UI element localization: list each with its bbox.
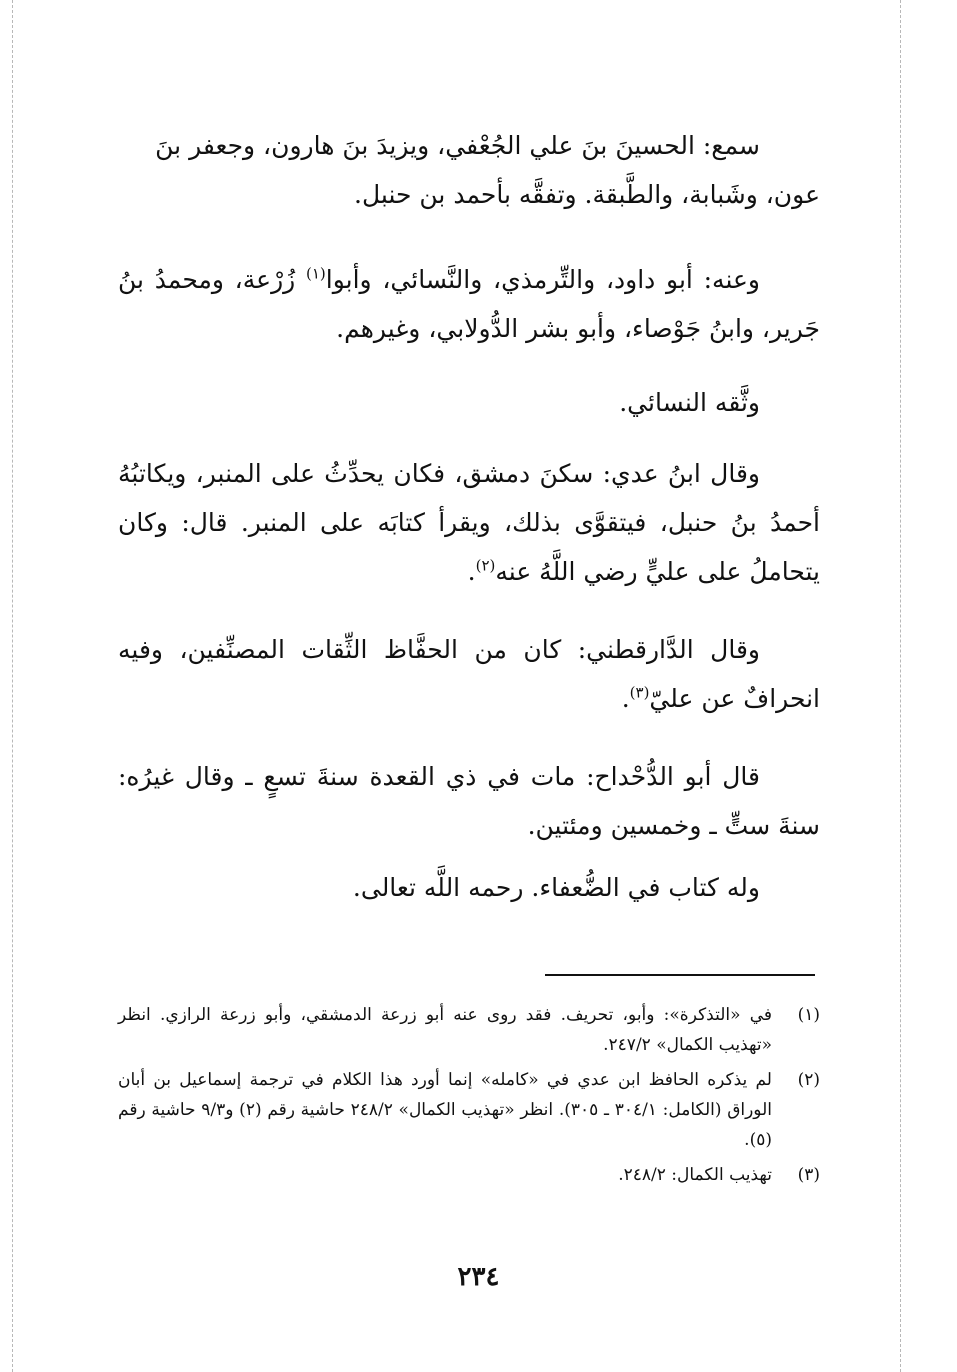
paragraph-text: زُرْعة، ومحمدُ بنُ جَرير، وابنُ جَوْصاء، وأبو بشر الدُّولابي، وغيرهم. (118, 265, 820, 343)
paragraph-book (118, 863, 820, 912)
footnote-separator (545, 974, 815, 976)
paragraph-text: وقال ابنُ عدي: سكنَ دمشق، فكان يحدِّثُ على المنبر، ويكاتبُهُ أحمدُ بنُ حنبل، فيتقوَّى بذلك، ويقرأ كتابَه على المنبر. قال: وكان يتحاملُ على عليٍّ رضي اللَّهُ عنه (118, 459, 820, 586)
paragraph-text: وعنه: أبو داود، والتِّرمذي، والنَّسائي، وأبوا (325, 265, 760, 294)
footnote-item (118, 1065, 820, 1155)
paragraph-text: وقال الدَّارقطني: كان من الحفَّاظ الثِّقات المصنِّفين، وفيه انحرافٌ عن عليّ (118, 635, 820, 713)
page-number: ٢٣٤ (457, 1262, 500, 1292)
scan-margin-line-left (12, 0, 13, 1372)
footnote-number: (١) (797, 1005, 820, 1025)
footnote-ref-2: (٢) (475, 556, 496, 575)
paragraph-text: . (467, 557, 476, 586)
footnotes (118, 1000, 820, 1195)
footnote-text: لم يذكره الحافظ ابن عدي في «كامله» إنما أورد هذا الكلام في ترجمة إسماعيل بن أبان الوراق (الكامل: ٣٠٤/١ ـ ٣٠٥). انظر «تهذيب الكمال» ٢٤٨/٢ حاشية رقم (٢) و٩/٣ حاشية رقم (٥). (118, 1070, 772, 1150)
paragraph-ibn-adi (118, 449, 820, 596)
footnote-item (118, 1000, 820, 1060)
paragraph-text: قال أبو الدُّحْداح: مات في ذي القعدة سنةَ تسعٍ ـ وقال غيرُه: سنةَ ستٍّ ـ وخمسين ومئتين. (118, 762, 820, 840)
footnote-number: (٢) (797, 1070, 820, 1090)
footnote-ref-3: (٣) (629, 683, 650, 702)
footnote-text: في «التذكرة»: وأبو، تحريف. فقد روى عنه أبو زرعة الدمشقي، وأبو زرعة الرازي. انظر «تهذيب الكمال» ٢٤٧/٢. (118, 1005, 772, 1055)
paragraph-wathaqahu (118, 378, 820, 427)
paragraph-line: عون، وشَبابة، والطَّبقة. وتفقَّه بأحمد بن حنبل. (354, 180, 820, 209)
footnote-text: تهذيب الكمال: ٢٤٨/٢. (618, 1165, 772, 1185)
scan-margin-line-right (900, 0, 901, 1372)
paragraph-sami (118, 121, 820, 219)
footnote-ref-1: (١) (305, 264, 326, 283)
paragraph-line: سمع: الحسينَ بنَ علي الجُعْفي، ويزيدَ بنَ هارون، وجعفر بنَ (155, 131, 760, 160)
paragraph-text: . (621, 684, 630, 713)
footnote-number: (٣) (797, 1165, 820, 1185)
paragraph-daraqutni (118, 625, 820, 723)
paragraph-death-date (118, 752, 820, 850)
paragraph-wa-anhu (118, 255, 820, 353)
footnote-item (118, 1160, 820, 1190)
paragraph-text: وثَّقه النسائي. (619, 388, 760, 417)
paragraph-text: وله كتاب في الضُّعفاء. رحمه اللَّه تعالى. (352, 873, 760, 902)
